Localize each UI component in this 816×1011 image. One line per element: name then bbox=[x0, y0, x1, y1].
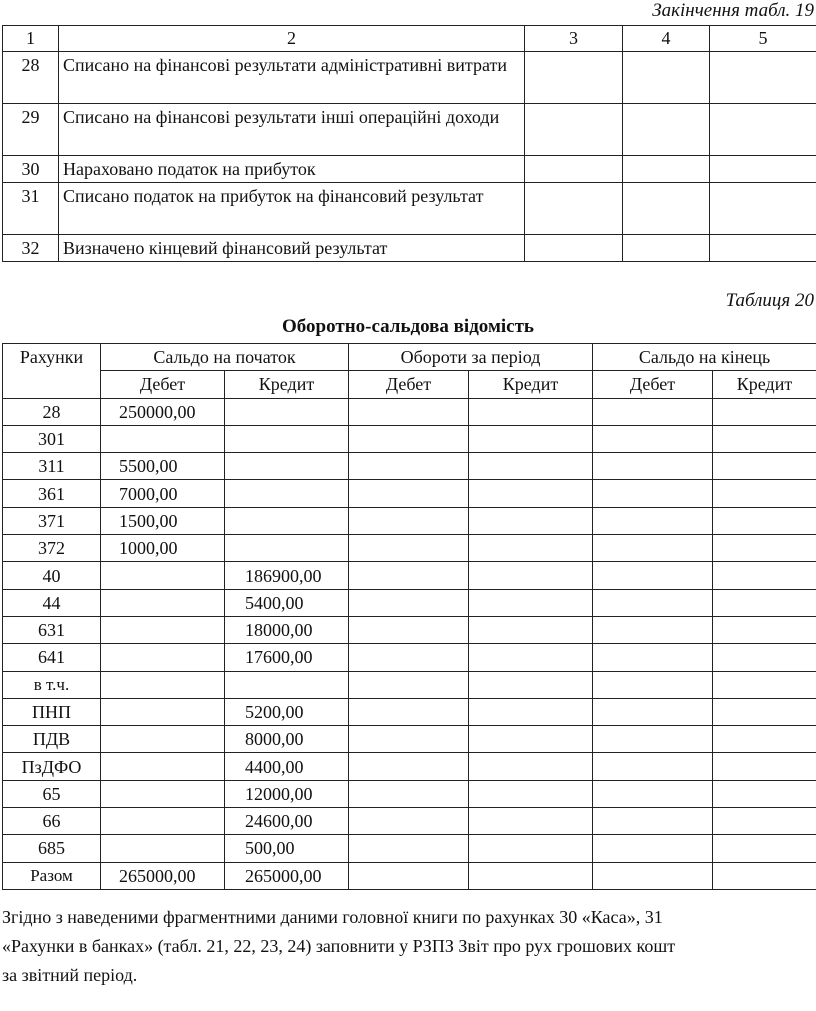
account-cell: 44 bbox=[3, 589, 101, 616]
empty-cell bbox=[349, 671, 469, 698]
empty-cell bbox=[525, 235, 623, 262]
instruction-line-2: «Рахунки в банках» (табл. 21, 22, 23, 24) заповнити у РЗПЗ Звіт про рух грошових кошт bbox=[2, 936, 676, 956]
table-row bbox=[3, 616, 816, 643]
row-number: 30 bbox=[3, 156, 59, 183]
empty-cell bbox=[469, 698, 593, 725]
table-row bbox=[3, 644, 816, 671]
account-cell: 685 bbox=[3, 835, 101, 862]
opening-debit-cell bbox=[101, 616, 225, 643]
account-cell: 65 bbox=[3, 780, 101, 807]
empty-cell bbox=[713, 589, 816, 616]
empty-cell bbox=[713, 507, 816, 534]
opening-credit-cell bbox=[225, 535, 349, 562]
opening-debit-cell: 250000,00 bbox=[101, 398, 225, 425]
empty-cell bbox=[349, 644, 469, 671]
subheader-credit: Кредит bbox=[469, 371, 593, 398]
col-header-accounts: Рахунки bbox=[3, 344, 101, 399]
empty-cell bbox=[623, 235, 710, 262]
table19-header-cell: 3 bbox=[525, 26, 623, 52]
table19 bbox=[2, 25, 816, 262]
subheader-debit: Дебет bbox=[593, 371, 713, 398]
table-row bbox=[3, 453, 816, 480]
opening-credit-cell: 5200,00 bbox=[225, 698, 349, 725]
empty-cell bbox=[525, 183, 623, 235]
table-row bbox=[3, 535, 816, 562]
empty-cell bbox=[713, 808, 816, 835]
subheader-credit: Кредит bbox=[713, 371, 816, 398]
opening-debit-cell bbox=[101, 753, 225, 780]
table-row bbox=[3, 183, 816, 235]
empty-cell bbox=[469, 480, 593, 507]
empty-cell bbox=[710, 183, 816, 235]
opening-credit-cell: 5400,00 bbox=[225, 589, 349, 616]
empty-cell bbox=[593, 453, 713, 480]
empty-cell bbox=[349, 398, 469, 425]
empty-cell bbox=[593, 616, 713, 643]
empty-cell bbox=[469, 507, 593, 534]
empty-cell bbox=[593, 398, 713, 425]
empty-cell bbox=[469, 535, 593, 562]
account-cell: ПДВ bbox=[3, 726, 101, 753]
empty-cell bbox=[349, 808, 469, 835]
empty-cell bbox=[593, 835, 713, 862]
opening-debit-cell bbox=[101, 780, 225, 807]
empty-cell bbox=[349, 753, 469, 780]
empty-cell bbox=[713, 862, 816, 889]
empty-cell bbox=[713, 753, 816, 780]
table-row bbox=[3, 780, 816, 807]
account-cell: в т.ч. bbox=[3, 671, 101, 698]
empty-cell bbox=[593, 671, 713, 698]
empty-cell bbox=[349, 453, 469, 480]
empty-cell bbox=[713, 780, 816, 807]
empty-cell bbox=[593, 753, 713, 780]
table19-header-row bbox=[3, 26, 816, 52]
opening-debit-cell bbox=[101, 589, 225, 616]
opening-debit-cell bbox=[101, 671, 225, 698]
empty-cell bbox=[713, 562, 816, 589]
empty-cell bbox=[525, 104, 623, 156]
instruction-line-1: Згідно з наведеними фрагментними даними головної книги по рахунках 30 «Каса», 31 bbox=[2, 907, 663, 927]
empty-cell bbox=[593, 589, 713, 616]
opening-debit-cell bbox=[101, 425, 225, 452]
table-row bbox=[3, 726, 816, 753]
empty-cell bbox=[593, 562, 713, 589]
empty-cell bbox=[469, 425, 593, 452]
empty-cell bbox=[710, 235, 816, 262]
empty-cell bbox=[469, 589, 593, 616]
empty-cell bbox=[469, 780, 593, 807]
row-number: 28 bbox=[3, 52, 59, 104]
empty-cell bbox=[713, 726, 816, 753]
account-cell: 361 bbox=[3, 480, 101, 507]
empty-cell bbox=[713, 698, 816, 725]
table-row bbox=[3, 52, 816, 104]
empty-cell bbox=[623, 156, 710, 183]
empty-cell bbox=[710, 156, 816, 183]
row-description: Нараховано податок на прибуток bbox=[59, 156, 525, 183]
empty-cell bbox=[710, 52, 816, 104]
opening-credit-cell: 12000,00 bbox=[225, 780, 349, 807]
opening-credit-cell bbox=[225, 507, 349, 534]
empty-cell bbox=[713, 671, 816, 698]
table-row bbox=[3, 589, 816, 616]
account-cell: 28 bbox=[3, 398, 101, 425]
account-cell: 311 bbox=[3, 453, 101, 480]
opening-credit-cell bbox=[225, 425, 349, 452]
empty-cell bbox=[349, 698, 469, 725]
opening-credit-cell bbox=[225, 480, 349, 507]
table-row bbox=[3, 104, 816, 156]
account-cell: ПзДФО bbox=[3, 753, 101, 780]
table19-header-cell: 2 bbox=[59, 26, 525, 52]
opening-debit-cell bbox=[101, 644, 225, 671]
opening-credit-cell: 17600,00 bbox=[225, 644, 349, 671]
empty-cell bbox=[593, 780, 713, 807]
table20-body bbox=[3, 398, 816, 889]
empty-cell bbox=[469, 453, 593, 480]
subheader-credit: Кредит bbox=[225, 371, 349, 398]
opening-credit-cell: 4400,00 bbox=[225, 753, 349, 780]
row-description: Визначено кінцевий фінансовий результат bbox=[59, 235, 525, 262]
table-row bbox=[3, 835, 816, 862]
empty-cell bbox=[349, 425, 469, 452]
table19-header-cell: 5 bbox=[710, 26, 816, 52]
empty-cell bbox=[623, 52, 710, 104]
table20-subheader-row bbox=[3, 371, 816, 398]
table-row bbox=[3, 398, 816, 425]
table-row bbox=[3, 698, 816, 725]
opening-credit-cell bbox=[225, 398, 349, 425]
empty-cell bbox=[593, 535, 713, 562]
table-row bbox=[3, 671, 816, 698]
empty-cell bbox=[593, 808, 713, 835]
opening-debit-cell bbox=[101, 835, 225, 862]
empty-cell bbox=[623, 104, 710, 156]
empty-cell bbox=[349, 562, 469, 589]
empty-cell bbox=[713, 480, 816, 507]
empty-cell bbox=[349, 862, 469, 889]
empty-cell bbox=[469, 835, 593, 862]
empty-cell bbox=[469, 671, 593, 698]
empty-cell bbox=[710, 104, 816, 156]
opening-debit-cell: 1500,00 bbox=[101, 507, 225, 534]
table-row bbox=[3, 753, 816, 780]
empty-cell bbox=[469, 753, 593, 780]
row-description: Списано на фінансові результати адміністративні витрати bbox=[59, 52, 525, 104]
empty-cell bbox=[469, 808, 593, 835]
empty-cell bbox=[713, 425, 816, 452]
empty-cell bbox=[349, 780, 469, 807]
table20-group-header-row bbox=[3, 344, 816, 371]
opening-credit-cell: 186900,00 bbox=[225, 562, 349, 589]
empty-cell bbox=[469, 862, 593, 889]
opening-debit-cell bbox=[101, 808, 225, 835]
empty-cell bbox=[469, 726, 593, 753]
row-description: Списано податок на прибуток на фінансовий результат bbox=[59, 183, 525, 235]
group-header: Сальдо на початок bbox=[101, 344, 349, 371]
opening-credit-cell: 265000,00 bbox=[225, 862, 349, 889]
subheader-debit: Дебет bbox=[349, 371, 469, 398]
table-row bbox=[3, 235, 816, 262]
empty-cell bbox=[349, 835, 469, 862]
empty-cell bbox=[593, 425, 713, 452]
empty-cell bbox=[525, 156, 623, 183]
row-number: 32 bbox=[3, 235, 59, 262]
account-cell: 372 bbox=[3, 535, 101, 562]
empty-cell bbox=[349, 507, 469, 534]
opening-credit-cell bbox=[225, 453, 349, 480]
opening-credit-cell bbox=[225, 671, 349, 698]
empty-cell bbox=[349, 726, 469, 753]
account-cell: ПНП bbox=[3, 698, 101, 725]
empty-cell bbox=[349, 480, 469, 507]
opening-debit-cell bbox=[101, 562, 225, 589]
table19-header-cell: 1 bbox=[3, 26, 59, 52]
empty-cell bbox=[593, 726, 713, 753]
opening-credit-cell: 8000,00 bbox=[225, 726, 349, 753]
table19-header-cell: 4 bbox=[623, 26, 710, 52]
empty-cell bbox=[349, 589, 469, 616]
empty-cell bbox=[469, 644, 593, 671]
empty-cell bbox=[713, 644, 816, 671]
table20 bbox=[2, 343, 816, 890]
empty-cell bbox=[623, 183, 710, 235]
opening-debit-cell bbox=[101, 698, 225, 725]
table-row bbox=[3, 862, 816, 889]
opening-debit-cell: 7000,00 bbox=[101, 480, 225, 507]
empty-cell bbox=[593, 862, 713, 889]
table-row bbox=[3, 808, 816, 835]
empty-cell bbox=[713, 453, 816, 480]
opening-credit-cell: 24600,00 bbox=[225, 808, 349, 835]
empty-cell bbox=[349, 616, 469, 643]
table19-caption: Закінчення табл. 19 bbox=[652, 0, 814, 21]
row-number: 29 bbox=[3, 104, 59, 156]
table20-title: Оборотно-сальдова відомість bbox=[282, 316, 534, 337]
account-cell: 301 bbox=[3, 425, 101, 452]
empty-cell bbox=[713, 835, 816, 862]
table-row bbox=[3, 507, 816, 534]
empty-cell bbox=[525, 52, 623, 104]
account-cell: 641 bbox=[3, 644, 101, 671]
table-row bbox=[3, 156, 816, 183]
account-cell: 40 bbox=[3, 562, 101, 589]
empty-cell bbox=[713, 398, 816, 425]
empty-cell bbox=[469, 398, 593, 425]
table-row bbox=[3, 480, 816, 507]
opening-debit-cell: 1000,00 bbox=[101, 535, 225, 562]
empty-cell bbox=[593, 480, 713, 507]
empty-cell bbox=[349, 535, 469, 562]
empty-cell bbox=[713, 535, 816, 562]
opening-credit-cell: 500,00 bbox=[225, 835, 349, 862]
table-row bbox=[3, 425, 816, 452]
empty-cell bbox=[593, 507, 713, 534]
opening-credit-cell: 18000,00 bbox=[225, 616, 349, 643]
empty-cell bbox=[469, 562, 593, 589]
account-cell: 66 bbox=[3, 808, 101, 835]
account-cell: 371 bbox=[3, 507, 101, 534]
instruction-line-3: за звітний період. bbox=[2, 965, 138, 985]
row-description: Списано на фінансові результати інші операційні доходи bbox=[59, 104, 525, 156]
opening-debit-cell: 5500,00 bbox=[101, 453, 225, 480]
empty-cell bbox=[593, 644, 713, 671]
table-row bbox=[3, 562, 816, 589]
empty-cell bbox=[713, 616, 816, 643]
empty-cell bbox=[469, 616, 593, 643]
account-cell: 631 bbox=[3, 616, 101, 643]
account-cell: Разом bbox=[3, 862, 101, 889]
opening-debit-cell: 265000,00 bbox=[101, 862, 225, 889]
table20-label: Таблиця 20 bbox=[725, 290, 814, 311]
row-number: 31 bbox=[3, 183, 59, 235]
group-header: Сальдо на кінець bbox=[593, 344, 816, 371]
empty-cell bbox=[593, 698, 713, 725]
subheader-debit: Дебет bbox=[101, 371, 225, 398]
group-header: Обороти за період bbox=[349, 344, 593, 371]
opening-debit-cell bbox=[101, 726, 225, 753]
